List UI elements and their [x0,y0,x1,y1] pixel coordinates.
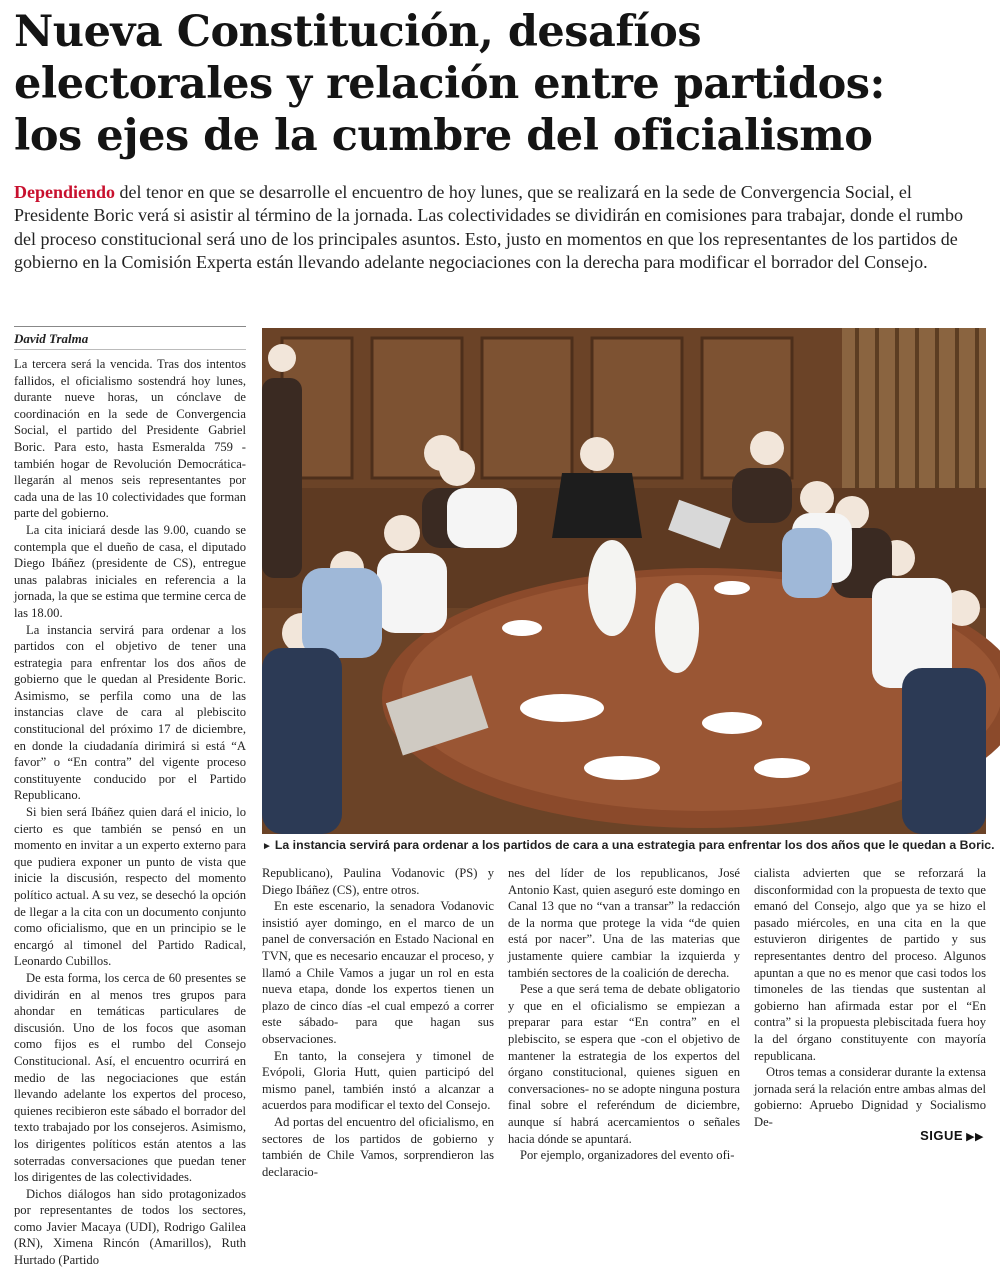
body-paragraph: Si bien será Ibáñez quien dará el inicio, lo cierto es que también se pensó en un momento en invitar a un experto externo para que pudiera exponer un punto de vista que inicie la discusión, respecto del momento político actual. A su vez, se desechó la opción de llegar a la cita con un documento conjunto como oficialismo, que en un principio se le encargó al timonel del Partido Radical, Leonardo Cubillos. [14,805,246,969]
body-paragraph: En tanto, la consejera y timonel de Evópoli, Gloria Hutt, quien participó del mismo panel, también instó a alcanzar a acuerdos para modificar el texto del Consejo. [262,1048,494,1113]
byline-rule-top [14,326,246,327]
body-paragraph: Pese a que será tema de debate obligatorio y que en el oficialismo se empiezan a preparar para estar “En contra” en el plebiscito, se espera que -con el objetivo de mantener la estrategia de los expertos del órgano constitucional, quienes siguen en conversaciones- no se adopte ninguna postura final sobre el referéndum de diciembre, aunque sí habrá acercamientos o señales hacia dónde se apuntará. [508,982,740,1146]
lead-text: del tenor en que se desarrolle el encuentro de hoy lunes, que se realizará en la sede de Convergencia Social, el Presidente Boric verá si asistir al término de la jornada. Las colectividades se dividirán en comisiones para trabajar, donde el rumbo del proceso constitucional será uno de los principales asuntos. Esto, justo en momentos en que los representantes de los partidos de gobierno en la Comisión Experta están llevando adelante negociaciones con la derecha para modificar el borrador del Consejo. [14,182,963,272]
double-arrow-icon: ▶▶ [966,1131,984,1143]
byline: David Tralma [14,331,89,346]
lead-paragraph [14,181,986,274]
body-paragraph: Por ejemplo, organizadores del evento ofi- [520,1148,735,1163]
body-paragraph: Republicano), Paulina Vodanovic (PS) y Diego Ibáñez (CS), entre otros. [262,866,494,897]
meeting-photo-illustration [262,328,986,834]
caption-marker-icon: ► [262,841,272,852]
photo-caption [262,838,995,852]
body-column-2 [262,865,494,1179]
headline-line-2: electorales y relación entre partidos: [14,59,885,109]
headline-line-1: Nueva Constitución, desafíos [14,7,702,57]
body-paragraph: cialista advierten que se reforzará la disconformidad con la propuesta de texto que emanó del Consejo, algo que ya se hizo el pasado miércoles, en una cita en la que estuvieron dirigentes de partido y sus representantes dentro del proceso. Algunos apuntan a que no es menor que casi todos los timoneles de las tiendas que sustentan al gobierno han afirmada estar por el “En contra” si la propuesta plebiscitada fuera hoy la del órgano constituyente con mayoría republicana. [754,866,986,1063]
meeting-photo [262,328,986,834]
headline-line-3: los ejes de la cumbre del oficialismo [14,111,873,161]
body-paragraph: La tercera será la vencida. Tras dos intentos fallidos, el oficialismo sostendrá hoy lunes, durante nueve horas, un cónclave de coordinación en la sede de Convergencia Social, el partido del Presidente Gabriel Boric. Para esto, hasta Esmeralda 759 -también hogar de Revolución Democrática- llegarán al menos seis representantes por cada una de las 10 colectividades que forman parte del gobierno. [14,357,246,521]
body-paragraph: En este escenario, la senadora Vodanovic insistió ayer domingo, en el marco de un panel de conversación en Estado Nacional en TVN, que es necesario encauzar el proceso, y llamó a Chile Vamos a jugar un rol en esta nueva etapa, donde los expertos tienen un plazo de cinco días -el cual empezó a correr este sábado- para que hagan sus observaciones. [262,899,494,1046]
lead-drop-word: Dependiendo [14,182,116,202]
body-paragraph: Dichos diálogos han sido protagonizados por representantes de todos los sectores, como Javier Macaya (UDI), Rodrigo Galilea (RN), Ximena Rincón (Amarillos), Ruth Hurtado (Partido [14,1186,246,1268]
body-paragraph: La cita iniciará desde las 9.00, cuando se contempla que el dueño de casa, el diputado Diego Ibáñez (presidente de CS), entregue unas palabras iniciales en referencia a la jornada, la que se estima que termine cerca de las 18.00. [14,522,246,620]
continue-marker [920,1128,984,1143]
body-column-3 [508,865,740,1163]
body-column-1 [14,356,246,1268]
body-paragraph: Otros temas a considerar durante la extensa jornada será la relación entre ambas almas del gobierno: Apruebo Dignidad y Socialismo De- [754,1065,986,1129]
body-paragraph: La instancia servirá para ordenar a los partidos con el objetivo de tener una estrategia para enfrentar los dos años de gobierno que le quedan al Presidente Boric. Asimismo, se perfila como una de las instancias clave de cara al plebiscito constitucional del próximo 17 de diciembre, en donde la ciudadanía dirimirá si está “A favor” o “En contra” del vigente proceso constituyente conducido por el Partido Republicano. [14,622,246,803]
body-paragraph: nes del líder de los republicanos, José Antonio Kast, quien aseguró este domingo en Canal 13 que no “van a transar” la redacción de la norma que protege la vida “de quien está por nacer”. Una de las materias que justamente quiere cambiar la izquierda y también sectores de la coalición de derecha. [508,866,740,980]
body-column-4 [754,865,986,1129]
caption-text: La instancia servirá para ordenar a los partidos de cara a una estrategia para enfrentar los dos años que le quedan a Boric. [274,838,995,852]
continue-label: SIGUE [920,1128,964,1143]
body-paragraph: De esta forma, los cerca de 60 presentes se dividirán en al menos tres grupos para ahondar en temáticas particulares de discusión. Uno de los focos que asoman como fijos es el rumbo del Consejo Constitucional. Así, el encuentro ocurrirá en medio de las negociaciones que están llevando adelante los expertos del proceso, quienes recibieron este sábado el borrador del texto trabajado por los consejeros. Asimismo, los dirigentes políticos están atentos a las soterradas conversaciones que puedan tener los dirigentes de las colectividades. [14,970,246,1185]
headline [14,6,989,162]
body-paragraph: Ad portas del encuentro del oficialismo, en sectores de los partidos de gobierno y también de Chile Vamos, sorprendieron las declaracio- [262,1114,494,1179]
byline-rule-bottom [14,349,246,350]
